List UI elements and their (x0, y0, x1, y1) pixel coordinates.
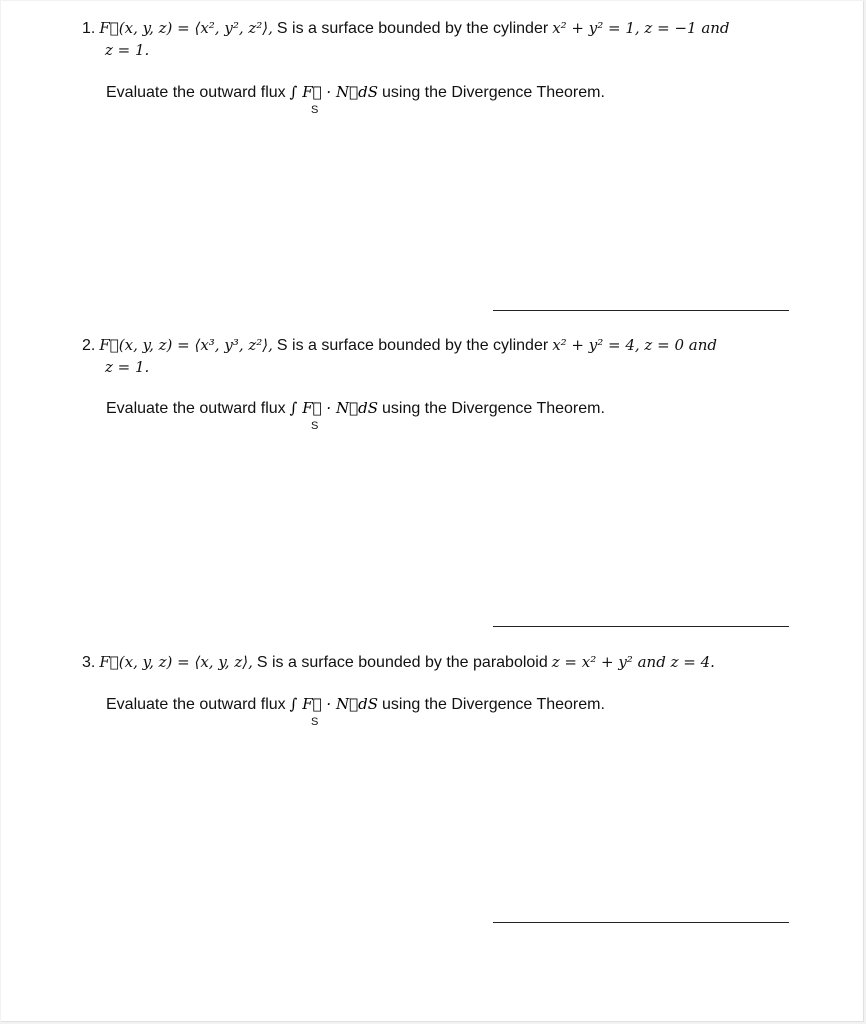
problem-2-vector-field: F⃗(x, y, z) = ⟨x³, y³, z²⟩, (99, 336, 273, 354)
problem-2-region: x² + y² = 4, z = 0 and (552, 336, 717, 354)
problem-1-answer-line (493, 310, 789, 311)
problem-2-answer-line (493, 626, 789, 627)
problem-3-description: S is a surface bounded by the paraboloid (256, 654, 548, 671)
problem-1-description: S is a surface bounded by the cylinder (276, 20, 549, 37)
problem-1-statement (82, 19, 730, 38)
problem-3-number: 3. (82, 654, 96, 671)
problem-2-integral-subscript: S (311, 420, 319, 432)
problem-2-instruction (106, 399, 605, 418)
problem-2-region-continued: z = 1. (105, 358, 150, 376)
problem-3-flux-integral: ∫ F⃗ · N⃗dS (289, 695, 378, 713)
problem-1-instruction-start: Evaluate the outward flux (106, 84, 286, 101)
problem-1-region-continued: z = 1. (105, 41, 150, 59)
problem-3-instruction-start: Evaluate the outward flux (106, 696, 286, 713)
problem-3-integral-subscript: S (311, 716, 319, 728)
problem-3-answer-line (493, 922, 789, 923)
problem-3-statement (82, 653, 715, 672)
problem-2-flux-integral: ∫ F⃗ · N⃗dS (289, 399, 378, 417)
problem-2-number: 2. (82, 337, 96, 354)
problem-1-instruction (106, 83, 605, 102)
problem-3-instruction-end: using the Divergence Theorem. (381, 696, 605, 713)
problem-2-instruction-end: using the Divergence Theorem. (381, 400, 605, 417)
problem-1-flux-integral: ∫ F⃗ · N⃗dS (289, 83, 378, 101)
problem-3-region: z = x² + y² and z = 4. (551, 653, 715, 671)
problem-1-statement-continued (105, 41, 149, 60)
problem-2-statement (82, 336, 717, 355)
problem-2-description: S is a surface bounded by the cylinder (276, 337, 549, 354)
problem-3-vector-field: F⃗(x, y, z) = ⟨x, y, z⟩, (99, 653, 253, 671)
problem-3-instruction (106, 695, 605, 714)
problem-1-vector-field: F⃗(x, y, z) = ⟨x², y², z²⟩, (99, 19, 273, 37)
problem-1-integral-subscript: S (311, 104, 319, 116)
problem-1-region: x² + y² = 1, z = −1 and (552, 19, 730, 37)
problem-1-instruction-end: using the Divergence Theorem. (381, 84, 605, 101)
problem-2-instruction-start: Evaluate the outward flux (106, 400, 286, 417)
worksheet-page (1, 1, 864, 1022)
problem-1-number: 1. (82, 20, 96, 37)
problem-2-statement-continued (105, 358, 149, 377)
